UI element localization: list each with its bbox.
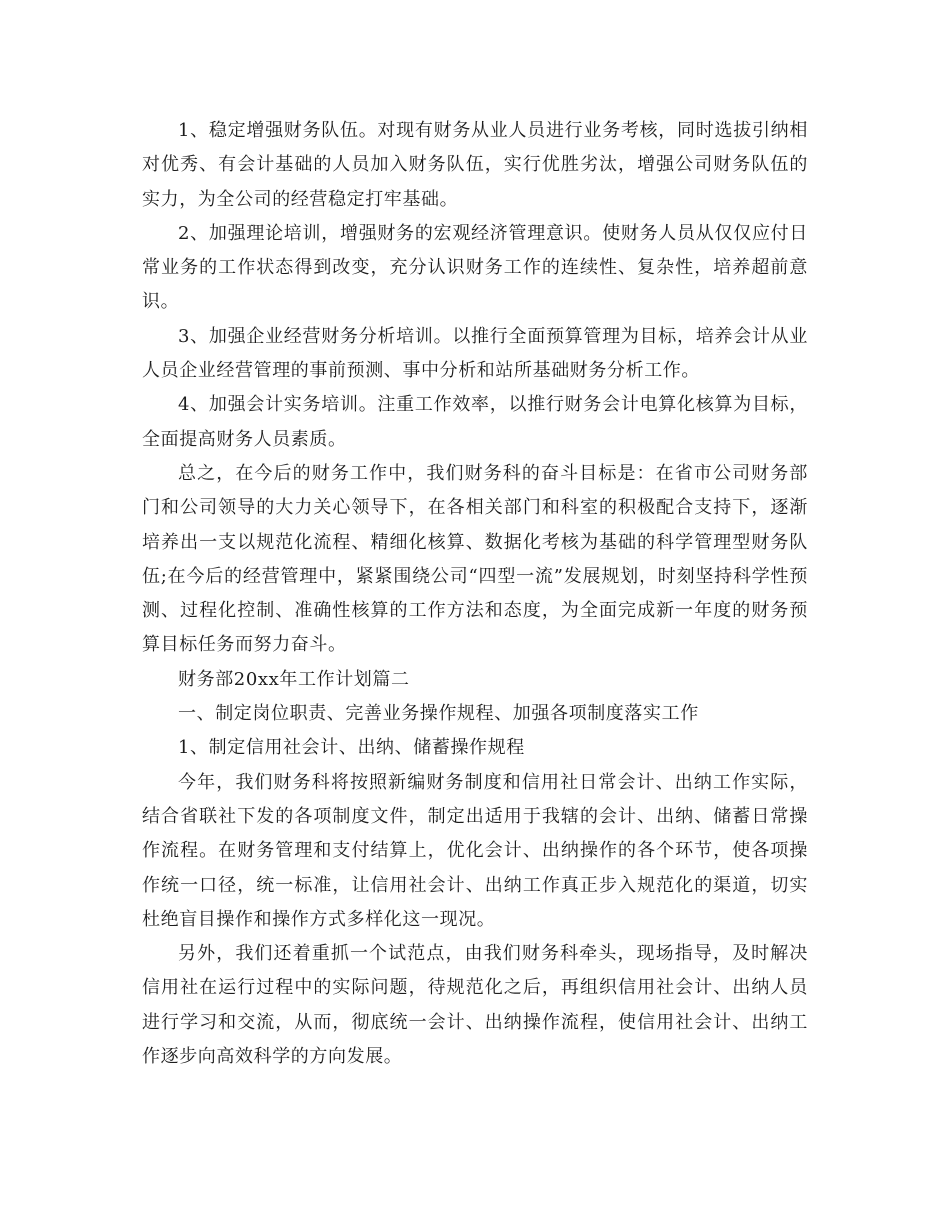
- subheading-operating-rules: 1、制定信用社会计、出纳、储蓄操作规程: [178, 737, 525, 759]
- document-body: [142, 114, 808, 1074]
- paragraph-pilot-point: 另外，我们还着重抓一个试范点，由我们财务科牵头，现场指导，及时解决信用社在运行过程中的实际问题，待规范化之后，再组织信用社会计、出纳人员进行学习和交流，从而，彻底统一会计、出纳操作流程，使信用社会计、出纳工作逐步向高效科学的方向发展。: [142, 943, 808, 1068]
- paragraph-2-theory-training: 2、加强理论培训，增强财务的宏观经济管理意识。使财务人员从仅仅应付日常业务的工作状态得到改变，充分认识财务工作的连续性、复杂性，培养超前意识。: [142, 222, 808, 313]
- paragraph-4-practice-training: 4、加强会计实务培训。注重工作效率，以推行财务会计电算化核算为目标，全面提高财务人员素质。: [142, 394, 808, 450]
- paragraph-3-analysis-training: 3、加强企业经营财务分析培训。以推行全面预算管理为目标，培养会计从业人员企业经营管理的事前预测、事中分析和站所基础财务分析工作。: [142, 325, 808, 382]
- paragraph-1-staff-team: 1、稳定增强财务队伍。对现有财务从业人员进行业务考核，同时选拔引纳相对优秀、有会计基础的人员加入财务队伍，实行优胜劣汰，增强公司财务队伍的实力，为全公司的经营稳定打牢基础。: [142, 120, 808, 210]
- paragraph-this-year: 今年，我们财务科将按照新编财务制度和信用社日常会计、出纳工作实际，结合省联社下发的各项制度文件，制定出适用于我辖的会计、出纳、储蓄日常操作流程。在财务管理和支付结算上，优化会计、出纳操作的各个环节，使各项操作统一口径，统一标准，让信用社会计、出纳工作真正步入规范化的渠道，切实杜绝盲目操作和操作方式多样化这一现况。: [142, 771, 808, 930]
- section-heading-plan-two: 财务部20xx年工作计划篇二: [178, 668, 410, 690]
- subheading-duties: 一、制定岗位职责、完善业务操作规程、加强各项制度落实工作: [178, 703, 699, 725]
- paragraph-summary: 总之，在今后的财务工作中，我们财务科的奋斗目标是：在省市公司财务部门和公司领导的大力关心领导下，在各相关部门和科室的积极配合支持下，逐渐培养出一支以规范化流程、精细化核算、数据化考核为基础的科学管理型财务队伍;在今后的经营管理中，紧紧围绕公司“四型一流”发展规划，时刻坚持科学性预测、过程化控制、准确性核算的工作方法和态度，为全面完成新一年度的财务预算目标任务而努力奋斗。: [142, 462, 808, 656]
